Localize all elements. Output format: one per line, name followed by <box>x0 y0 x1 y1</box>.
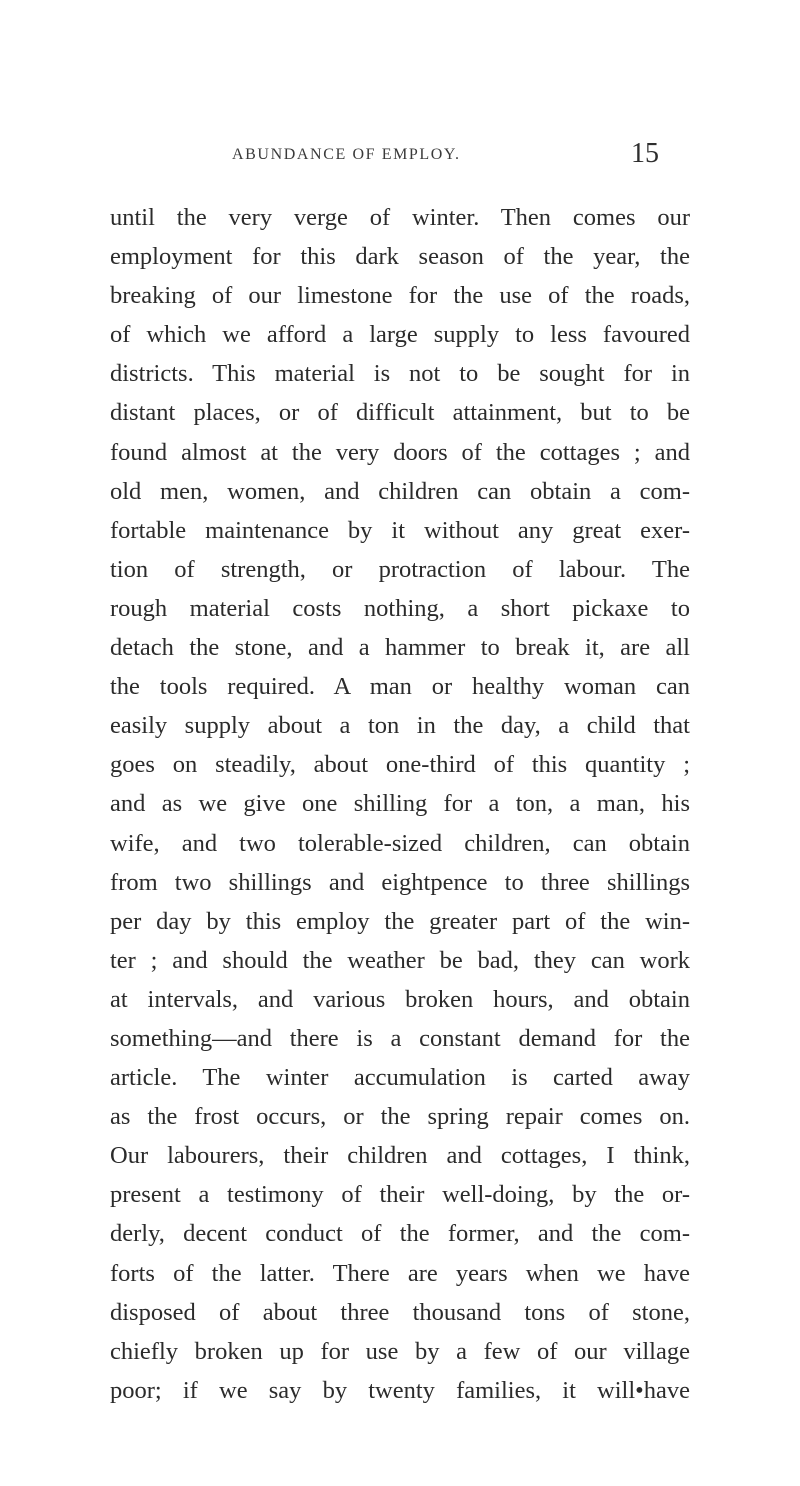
running-head <box>0 138 800 168</box>
text-line: at intervals, and various broken hours, and obtain <box>110 985 690 1013</box>
text-line: ter ; and should the weather be bad, they can work <box>110 946 690 974</box>
text-line: until the very verge of winter. Then comes our <box>110 204 690 231</box>
text-line: rough material costs nothing, a short pickaxe to <box>110 594 690 622</box>
text-line: employment for this dark season of the year, the <box>110 243 690 271</box>
text-line: article. The winter accumulation is carted away <box>110 1064 690 1092</box>
text-line: wife, and two tolerable-sized children, can obtain <box>110 829 690 857</box>
body-text <box>110 198 690 1410</box>
text-line: goes on steadily, about one-third of this quantity ; <box>110 751 690 779</box>
text-line: districts. This material is not to be sought for in <box>110 360 690 388</box>
text-line: chiefly broken up for use by a few of our village <box>110 1337 690 1365</box>
text-line: fortable maintenance by it without any great exer- <box>110 516 690 544</box>
text-line: old men, women, and children can obtain a com- <box>110 477 690 505</box>
text-line: Our labourers, their children and cottages, I think, <box>110 1142 690 1170</box>
text-line: and as we give one shilling for a ton, a man, his <box>110 790 690 818</box>
text-line: easily supply about a ton in the day, a child that <box>110 712 690 740</box>
text-line: tion of strength, or protraction of labour. The <box>110 555 690 583</box>
text-line: detach the stone, and a hammer to break it, are all <box>110 634 690 662</box>
text-line: poor; if we say by twenty families, it will•have <box>110 1376 690 1404</box>
text-line: present a testimony of their well-doing, by the or- <box>110 1181 690 1209</box>
text-line: per day by this employ the greater part of the win- <box>110 907 690 935</box>
page-number: 15 <box>631 138 659 169</box>
text-line: found almost at the very doors of the cottages ; and <box>110 438 690 466</box>
text-line: distant places, or of difficult attainment, but to be <box>110 399 690 427</box>
text-line: derly, decent conduct of the former, and the com- <box>110 1220 690 1248</box>
text-line: of which we afford a large supply to less favoured <box>110 321 690 349</box>
text-line: from two shillings and eightpence to three shillings <box>110 868 690 896</box>
text-line: forts of the latter. There are years when we have <box>110 1259 690 1287</box>
text-line: the tools required. A man or healthy woman can <box>110 673 690 701</box>
text-line: disposed of about three thousand tons of stone, <box>110 1298 690 1326</box>
text-line: breaking of our limestone for the use of the roads, <box>110 282 690 310</box>
running-title: ABUNDANCE OF EMPLOY. <box>232 146 461 163</box>
text-line: as the frost occurs, or the spring repair comes on. <box>110 1103 690 1131</box>
text-line: something—and there is a constant demand for the <box>110 1024 690 1052</box>
